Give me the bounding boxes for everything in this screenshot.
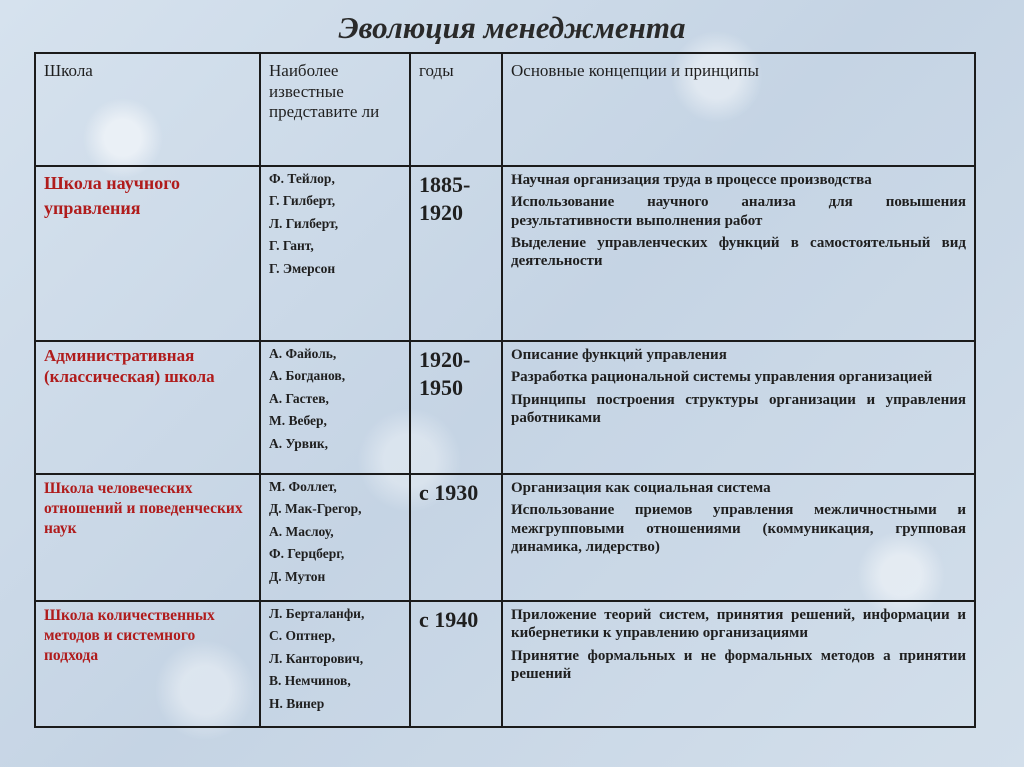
representative: Г. Гант, [269,238,314,254]
concept-item: Научная организация труда в процессе производства [511,172,872,188]
table-row [35,341,975,474]
header-school: Школа [35,53,260,166]
years-cell: 1920-1950 [410,341,502,474]
representative: Г. Гилберт, [269,193,336,209]
representatives-cell [260,341,410,474]
concepts-cell [502,166,975,341]
concepts-cell [502,601,975,727]
concept-item: Описание функций управления [511,347,727,363]
representative: В. Немчинов, [269,673,351,689]
representative: А. Богданов, [269,368,346,384]
school-name: Школа научного управления [35,166,260,341]
representative: А. Гастев, [269,390,329,406]
concept-item: Использование приемов управления межличностными и межгрупповыми отношениями (коммуникация, групповая динамика, лидерство) [511,502,966,555]
table-header-row [35,53,975,166]
school-name: Административная (классическая) школа [35,341,260,474]
page-title: Эволюция менеджмента [338,10,686,45]
concept-item: Выделение управленческих функций в самостоятельный вид деятельности [511,234,966,270]
table-row [35,166,975,341]
representatives-cell [260,166,410,341]
management-evolution-table [34,52,976,728]
representative: Л. Гилберт, [269,215,339,231]
header-concepts: Основные концепции и принципы [502,53,975,166]
concepts-cell [502,341,975,474]
years-cell: с 1940 [410,601,502,727]
concepts-cell [502,474,975,601]
school-name: Школа количественных методов и системного подхода [35,601,260,727]
table-row [35,474,975,601]
representative: А. Урвик, [269,435,329,451]
table-row [35,601,975,727]
years-cell: 1885-1920 [410,166,502,341]
concept-item: Принятие формальных и не формальных методов а принятии решений [511,647,966,682]
concept-item: Разработка рациональной системы управления организацией [511,369,933,386]
representative: С. Оптнер, [269,628,336,644]
school-name: Школа человеческих отношений и поведенческих наук [35,474,260,601]
representative: А. Маслоу, [269,523,334,539]
representative: А. Файоль, [269,346,337,361]
representative: Ф. Герцберг, [269,546,345,562]
representative: Д. Мутон [269,568,326,584]
representative: Л. Канторович, [269,650,364,666]
representative: Ф. Тейлор, [269,171,335,186]
representative: Г. Эмерсон [269,260,336,276]
representatives-cell [260,474,410,601]
years-cell: с 1930 [410,474,502,601]
concept-item: Организация как социальная система [511,480,771,496]
representative: Н. Винер [269,695,325,711]
representative: М. Вебер, [269,413,327,429]
representative: Д. Мак-Грегор, [269,501,362,517]
representatives-cell [260,601,410,727]
header-representatives: Наиболее известные представите ли [260,53,410,166]
representative: М. Фоллет, [269,479,337,494]
concept-item: Принципы построения структуры организации и управления работниками [511,391,966,426]
concept-item: Приложение теорий систем, принятия решений, информации и кибернетики к управлению организациями [511,607,966,642]
header-years: годы [410,53,502,166]
representative: Л. Берталанфи, [269,606,365,621]
concept-item: Использование научного анализа для повышения результативности выполнения работ [511,194,966,229]
